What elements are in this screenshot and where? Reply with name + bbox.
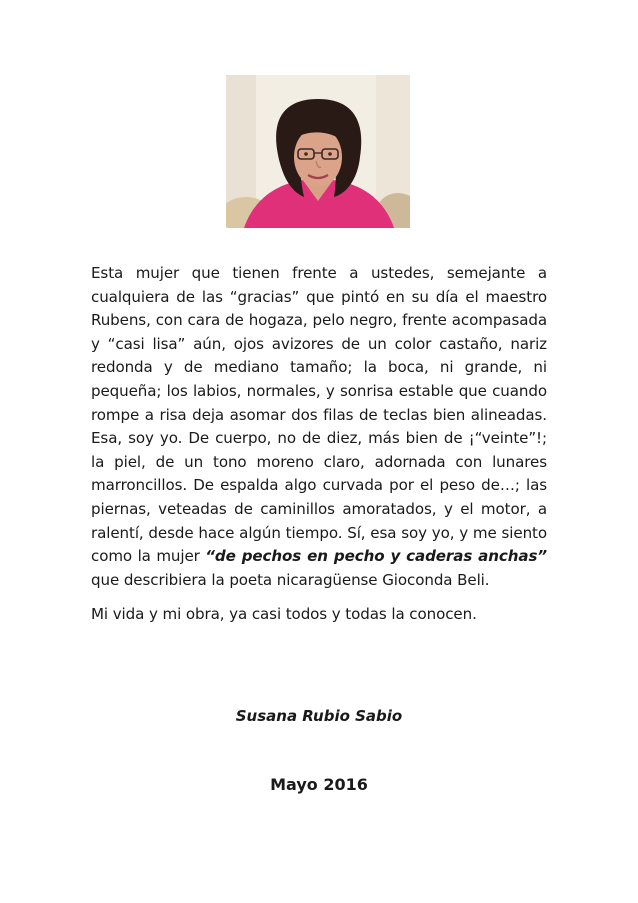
paragraph-1-part-1: Esta mujer que tienen frente a ustedes, semejante a cualquiera de las “gracias” que pintó en su día el maestro Rubens, con cara de hogaza, pelo negro, frente acompasada y “casi lisa” aún, ojos avizores de un color castaño, nariz redonda y de mediano tamaño; la boca, ni grande, ni pequeña; los labios, normales, y sonrisa estable que cuando rompe a risa deja asomar dos filas de teclas bien alineadas. Esa, soy yo. De cuerpo, no de diez, más bien de ¡“veinte”!; la piel, de un tono moreno claro, adornada con lunares marroncillos. De espalda algo curvada por el peso de…; las piernas, veteadas de caminillos amoratados, y el motor, a ralentí, desde hace algún tiempo. Sí, esa soy yo, y me siento como la mujer [91,264,547,566]
belli-quote: “de pechos en pecho y caderas anchas” [205,547,547,566]
biography-paragraph-2: Mi vida y mi obra, ya casi todos y todas la conocen. [91,605,477,624]
biography-text [91,262,547,627]
biography-paragraph-1 [91,262,547,592]
author-signature: Susana Rubio Sabio [235,707,403,725]
document-date: Mayo 2016 [270,775,368,794]
author-portrait [226,75,410,228]
paragraph-1-part-2: que describiera la poeta nicaragüense Gioconda Beli. [91,570,490,589]
